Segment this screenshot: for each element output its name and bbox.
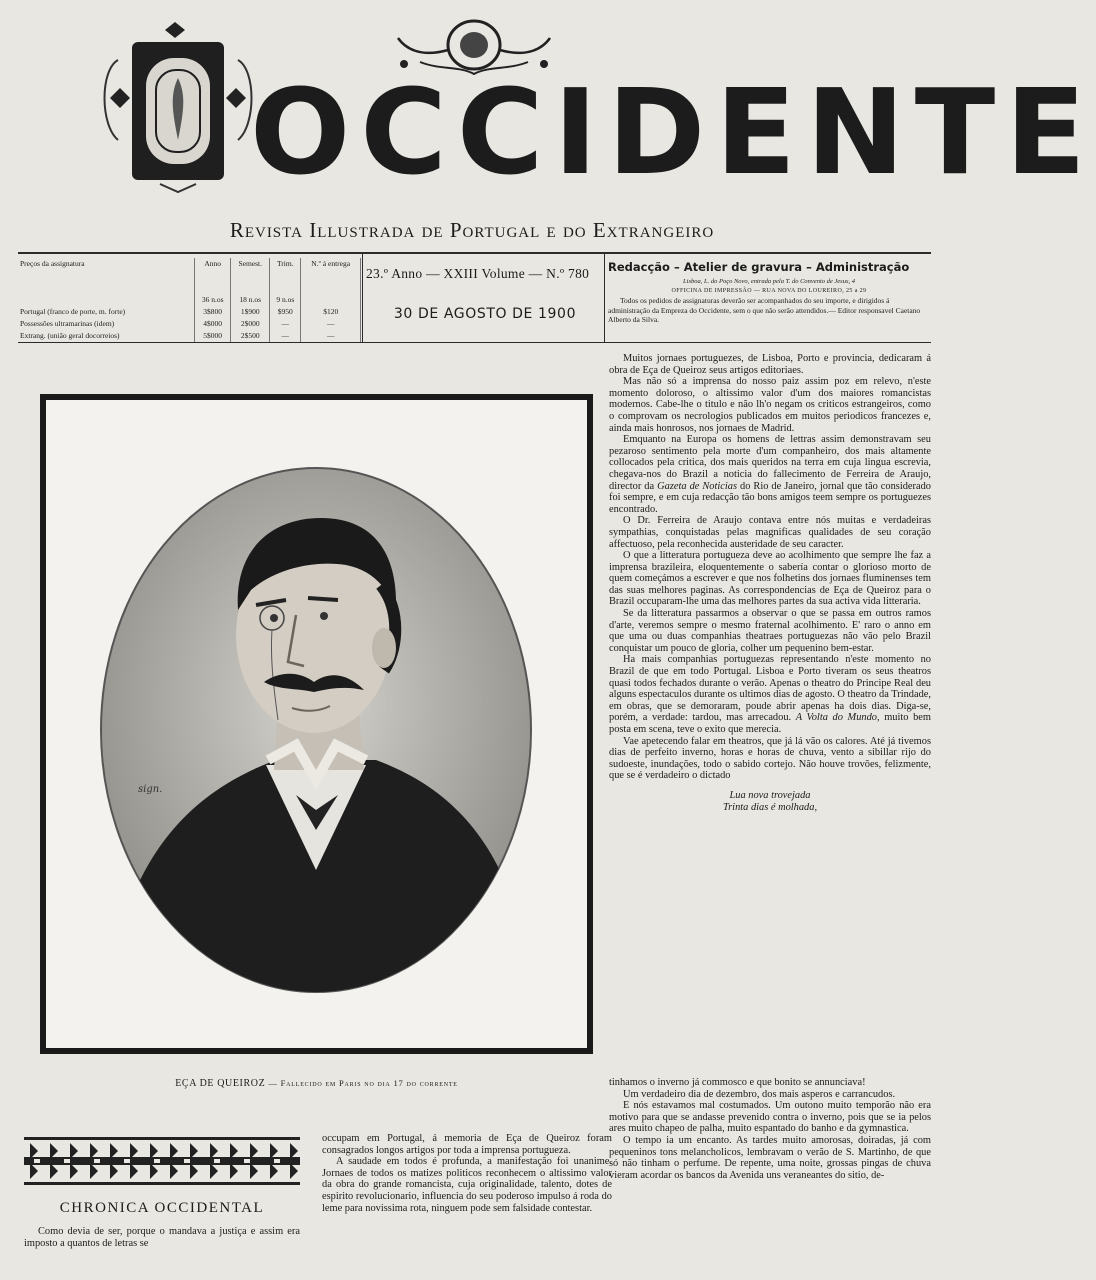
admin-heading: Redacção – Atelier de gravura – Administração	[608, 260, 910, 274]
subscription-prices-table	[18, 258, 361, 338]
table-row	[18, 306, 361, 318]
header-rule-bottom	[18, 342, 931, 343]
caption-name: EÇA DE QUEIROZ	[175, 1078, 266, 1089]
prices-subheader-anno: 36 n.os	[195, 294, 231, 306]
price-cell: 1$900	[231, 306, 270, 318]
admin-office: OFFICINA DE IMPRESSÃO — RUA NOVA DO LOUREIRO, 25 a 29	[671, 287, 867, 294]
play-title: A Volta do Mundo	[795, 712, 877, 724]
issue-number: 23.º Anno — XXIII Volume — N.º 780	[366, 266, 590, 281]
portrait-frame	[40, 394, 593, 1054]
price-cell: 2$000	[231, 318, 270, 330]
price-cell: $950	[270, 306, 301, 318]
prices-subheader-semest: 18 n.os	[231, 294, 270, 306]
article-text: , muito bem posta em scena, teve o exito que merecia.	[609, 712, 931, 735]
prices-subheader-label	[18, 294, 195, 306]
price-cell: —	[301, 330, 361, 342]
verse-line: Lua nova trovejada	[729, 789, 811, 801]
article-paragraph: E nós estavamos mal costumados. Um outono muito temporão não era motivo para que se andasse prevenido contra o inverno, pois que se ia pelos ares muito chapeo de palha, muito espantado do banho e da gymnastica.	[609, 1100, 931, 1135]
article-paragraph: Vae apetecendo falar em theatros, que já lá vão os calores. Até já tivemos dias de perfeito inverno, horas e horas de chuva, vento a sibillar rijo do sudoeste, inundações, todo o sabido cortejo. Não houve trovões, felizmente, que se é verdadeiro o dictado	[609, 735, 931, 782]
chronica-paragraph: occupam em Portugal, á memoria de Eça de Queiroz foram consagrados longos artigos por toda a imprensa portugueza.	[322, 1133, 612, 1156]
chronica-paragraph: A saudade em todos é profunda, a manifestação foi unanime. Jornaes de todos os matizes politicos reconhecem o altissimo valor da obra do grande romancista, cuja originalidade, talento, dotes de espirito revolucionario, influencia do seu poderoso impulso á roda do leme para novissima rota, ninguem pode sem falsidade contestar.	[322, 1156, 612, 1214]
article-paragraph: O Dr. Ferreira de Araujo contava entre nós muitas e verdadeiras sympathias, conquistadas pelas magnificas qualidades de seu coração affectuoso, pela reconhecida austeridade de seu caracter.	[609, 515, 931, 550]
article-paragraph: Mas não só a imprensa do nosso paiz assim poz em relevo, n'este momento doloroso, o altissimo valor d'um dos maiores romancistas modernos. Cabe-lhe o titulo e não lh'o negam os criticos estrangeiros, como o comprovam os necrologios publicados em muitos periodicos francezes e, ainda mais honrosos, nos jornaes de Madrid.	[609, 376, 931, 434]
article-paragraph	[609, 434, 931, 515]
administration-info	[608, 260, 930, 325]
portrait-caption	[40, 1078, 593, 1089]
prices-header-anno: Anno	[195, 258, 231, 294]
portrait-engraving	[46, 400, 587, 1048]
price-cell: —	[270, 330, 301, 342]
article-paragraph: Um verdadeiro dia de dezembro, dos mais asperos e carrancudos.	[623, 1088, 896, 1100]
article-column-right-lower	[609, 1077, 931, 1181]
price-cell: —	[270, 318, 301, 330]
prices-header-semest: Semest.	[231, 258, 270, 294]
verse-line: Trinta dias é molhada,	[722, 802, 818, 814]
section-title: CHRONICA OCCIDENTAL	[59, 1200, 265, 1216]
header-divider-2	[604, 254, 605, 342]
header-divider-1	[362, 254, 363, 342]
article-paragraph: tinhamos o inverno já commosco e que bonito se annunciava!	[609, 1077, 866, 1088]
issue-date: 30 DE AGOSTO DE 1900	[393, 306, 577, 322]
article-paragraph: Se da litteratura passarmos a observar o que se passa em outros ramos d'arte, veremos sempre o mesmo fraternal acolhimento. E' raro o anno em que uma ou duas companhias theatraes portuguezas não vão pelo Brazil conquistar um pouco de gloria, colher um pequenino bem-estar.	[609, 608, 931, 654]
price-cell: —	[301, 318, 361, 330]
masthead	[0, 0, 1096, 210]
price-cell: $120	[301, 306, 361, 318]
article-paragraph: Muitos jornaes portuguezes, de Lisboa, Porto e provincia, dedicaram á obra de Eça de Queiroz seus artigos editoriaes.	[609, 353, 931, 376]
table-row	[18, 318, 361, 330]
price-cell: 5$000	[195, 330, 231, 342]
ornamental-initial-icon	[105, 22, 252, 192]
article-text: do Rio de Janeiro, jornal que tão considerado foi sempre, e em cuja redacção tão bons amigos teem sempre os portuguezes encontrado.	[609, 480, 931, 515]
masthead-title: OCCIDENTE	[250, 63, 1096, 201]
admin-address: Lisboa, L. do Poço Novo, entrada pela T. do Convento de Jesus, 4	[683, 278, 855, 285]
price-row-label: Possessões ultramarinas (idem)	[18, 318, 195, 330]
chronica-column-middle	[322, 1133, 612, 1214]
prices-header-entrega: N.º á entrega	[301, 258, 361, 294]
price-cell: 2$500	[231, 330, 270, 342]
prices-subheader-trim: 9 n.os	[270, 294, 301, 306]
header-rule-top	[18, 252, 931, 254]
price-cell: 4$000	[195, 318, 231, 330]
article-text: Emquanto na Europa os homens de lettras assim demonstravam seu pezaroso sentimento pela morte d'um companheiro, dos mais altamente collocados pela critica, dos mais queridos na terra em cuja lingua escrevia, chegava-nos do Brazil a noticia do fallecimento de Ferreira de Araujo, director da	[609, 434, 931, 492]
table-row	[18, 330, 361, 342]
prices-subheader-entrega	[301, 294, 361, 306]
newspaper-title: Gazeta de Noticias	[657, 480, 738, 492]
article-paragraph	[609, 654, 931, 735]
chronica-column-left	[24, 1226, 300, 1249]
svg-text:sign.: sign.	[138, 784, 163, 795]
price-row-label: Portugal (franco de porte, m. forte)	[18, 306, 195, 318]
prices-header-trim: Trim.	[270, 258, 301, 294]
proverb-verse	[609, 790, 931, 815]
admin-notice: Todos os pedidos de assignaturas deverão ser acompanhados do seu importe, e dirigidos á administração da Empreza do Occidente, sem o que não serão attendidos.— Editor responsavel Caetano Alberto da Silva.	[608, 296, 921, 324]
price-cell: 3$800	[195, 306, 231, 318]
article-paragraph: O que a litteratura portugueza deve ao acolhimento que sempre lhe faz a imprensa brazileira, eloquentemente o sabería contar o glorioso morto de quem começámos a escrever e que nos folhetins dos jornaes fluminenses tem das suas melhores paginas. As correspondencias de Eça de Queiroz para o Brazil occuparam-lhe uma das melhores partes da sua activa vida litteraria.	[609, 550, 931, 608]
price-row-label: Extrang. (união geral docorreios)	[18, 330, 195, 342]
masthead-subtitle: Revista Illustrada de Portugal e do Extrangeiro	[229, 218, 715, 242]
article-column-right	[609, 353, 931, 819]
issue-info	[366, 266, 604, 322]
article-text: Ha mais companhias portuguezas representando n'este momento no Brazil de que em todo Portugal. Lisboa e Porto tiveram os seus theatros quasi todos fechados durante o verão. Apenas o theatro do Principe Real deu alguns espectaculos durante os ultimos dias de agosto. O theatro da Trindade, em obras, que se demoraram, poude abrir apenas ha dois dias. Diga-se, porém, a verdade: tardou, mas arrecadou.	[609, 654, 931, 724]
chronica-paragraph: Como devia de ser, porque o mandava a justiça e assim era imposto a quantos de letras se	[24, 1226, 300, 1249]
decorative-band-icon	[24, 1135, 300, 1187]
article-paragraph: O tempo ia um encanto. As tardes muito amorosas, doiradas, já com pequeninos tons melancholicos, lembravam o verão de S. Martinho, de que só não tinham o perfume. De repente, uma noite, grossas pingas de chuva vieram acordar os bancos da Avenida uns veraneantes do sitio, de-	[609, 1134, 931, 1181]
caption-detail: — Fallecido em Paris no dia 17 do corrente	[268, 1078, 458, 1088]
prices-header-label: Preços da assignatura	[18, 258, 195, 294]
